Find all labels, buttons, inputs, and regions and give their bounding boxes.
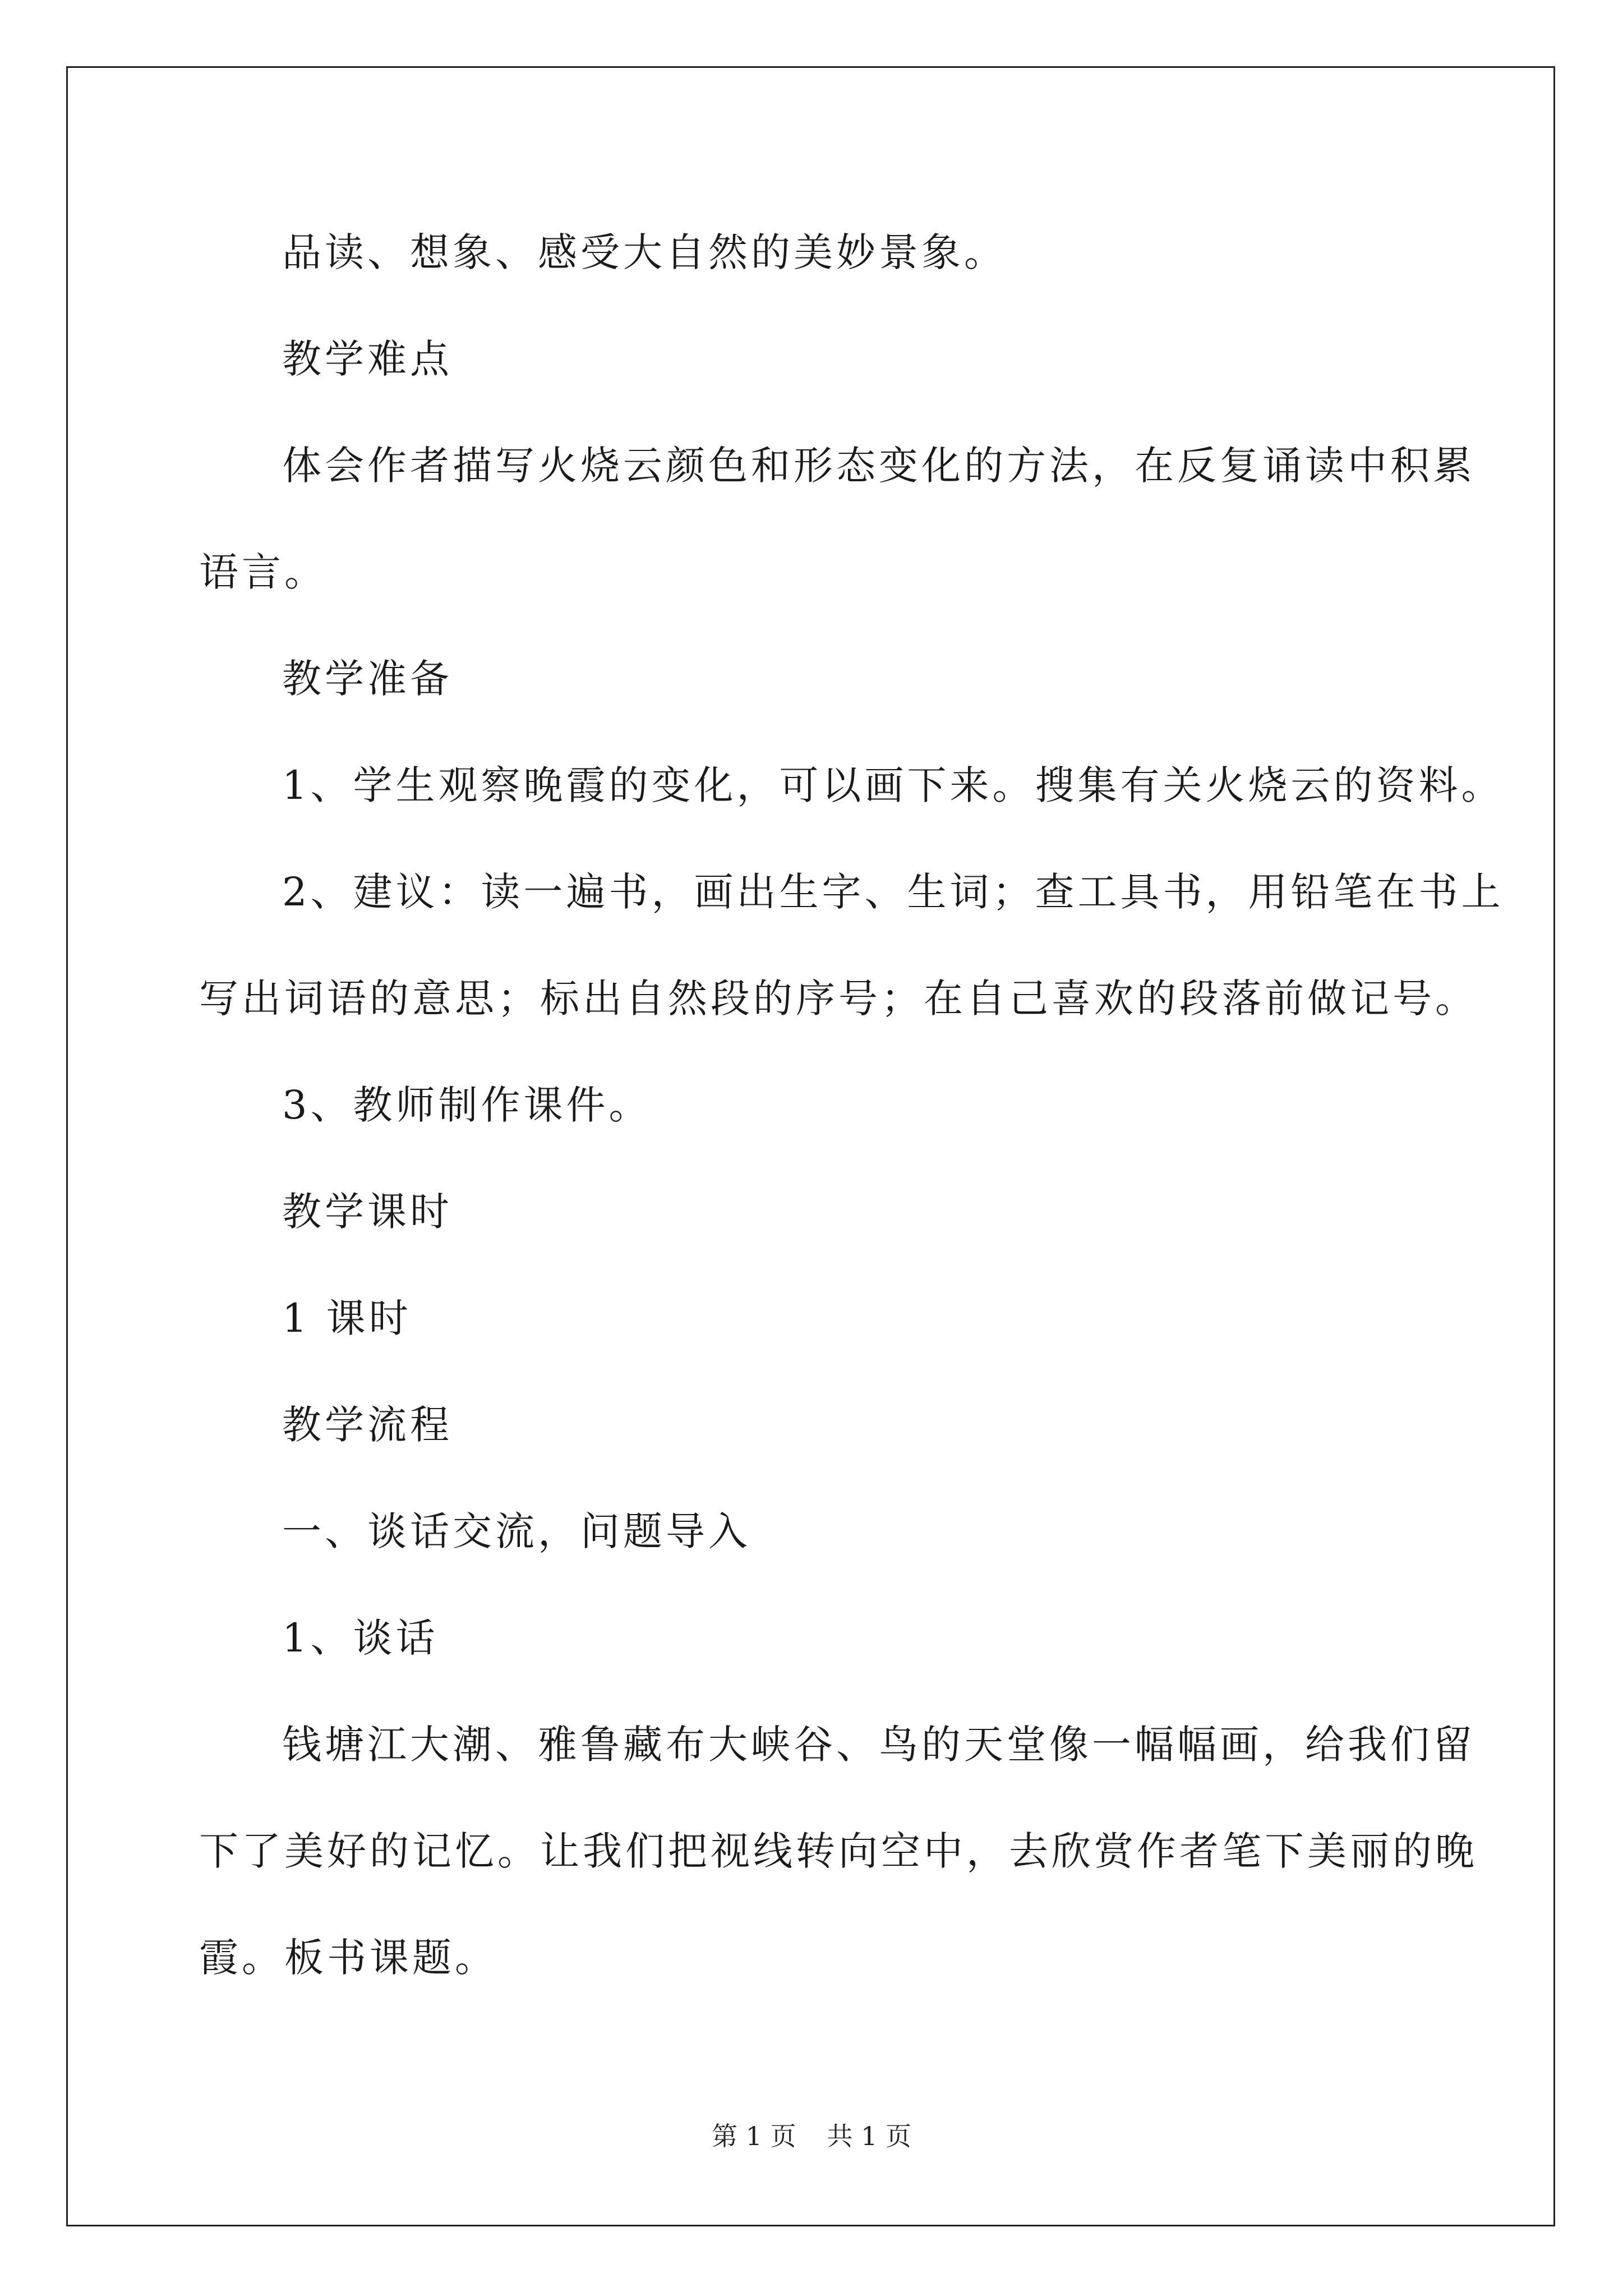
text-line: 钱塘江大潮、雅鲁藏布大峡谷、鸟的天堂像一幅幅画，给我们留	[282, 1722, 1476, 1768]
paragraph	[199, 1265, 1450, 1372]
page-footer	[0, 2119, 1623, 2153]
text-line: 教学课时	[282, 1189, 453, 1235]
paragraph-continuation	[199, 1904, 1450, 2011]
text-line: 语言。	[199, 549, 327, 595]
text-line: 教学准备	[282, 656, 453, 702]
list-item	[199, 839, 1504, 945]
list-item	[199, 1052, 1450, 1158]
section-heading	[199, 625, 1450, 732]
text-line: 一、谈话交流，问题导入	[282, 1508, 751, 1554]
text-line: 教学难点	[282, 336, 453, 382]
subsection-heading	[199, 1478, 1450, 1585]
text-line: 3、教师制作课件。	[282, 1082, 652, 1128]
paragraph	[199, 199, 1450, 306]
list-item	[199, 732, 1504, 839]
paragraph	[199, 412, 1476, 519]
page-number-total: 共 1 页	[827, 2121, 912, 2151]
page-number-current: 第 1 页	[711, 2121, 796, 2151]
paragraph	[199, 1691, 1476, 1798]
document-body	[199, 199, 1504, 2011]
section-heading	[199, 306, 1450, 412]
text-line: 品读、想象、感受大自然的美妙景象。	[282, 229, 1007, 275]
text-line: 2、建议：读一遍书，画出生字、生词；查工具书，用铅笔在书上	[282, 869, 1504, 915]
text-line: 教学流程	[282, 1402, 453, 1448]
section-heading	[199, 1158, 1450, 1265]
list-item	[199, 1585, 1450, 1691]
text-line: 1 课时	[282, 1295, 412, 1341]
text-line: 体会作者描写火烧云颜色和形态变化的方法，在反复诵读中积累	[282, 443, 1476, 489]
text-line: 1、谈话	[282, 1615, 439, 1661]
text-line: 1、学生观察晚霞的变化，可以画下来。搜集有关火烧云的资料。	[282, 762, 1504, 808]
paragraph-continuation	[199, 519, 1450, 625]
section-heading	[199, 1372, 1450, 1478]
text-line: 写出词语的意思；标出自然段的序号；在自己喜欢的段落前做记号。	[199, 976, 1478, 1022]
list-item-continuation	[199, 945, 1478, 1052]
text-line: 霞。板书课题。	[199, 1935, 497, 1981]
paragraph-continuation	[199, 1798, 1478, 1904]
text-line: 下了美好的记忆。让我们把视线转向空中，去欣赏作者笔下美丽的晚	[199, 1828, 1478, 1874]
